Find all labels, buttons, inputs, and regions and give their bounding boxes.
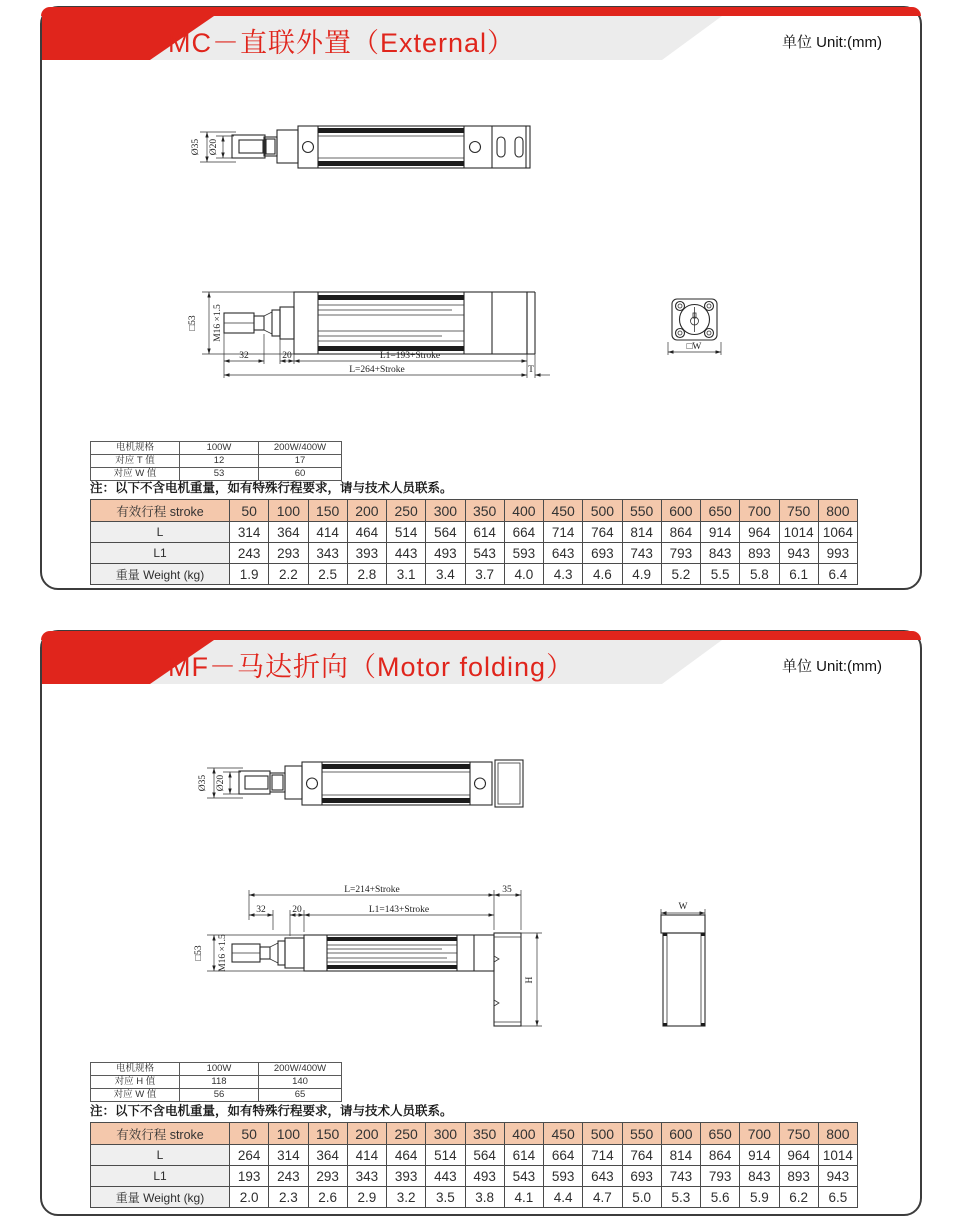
value-cell: 4.1: [504, 1187, 543, 1208]
value-cell: 893: [779, 1166, 818, 1187]
value-cell: 864: [661, 522, 700, 543]
value-cell: 5.3: [661, 1187, 700, 1208]
value-cell: 943: [818, 1166, 857, 1187]
value-cell: 514: [387, 522, 426, 543]
value-cell: 3.2: [387, 1187, 426, 1208]
mf-dia35-label: Ø35: [198, 774, 208, 792]
value-cell: 100W: [180, 1063, 259, 1076]
value-cell: 743: [622, 543, 661, 564]
mc-side-body: [294, 292, 535, 354]
mf-motor-spec-table: [90, 1062, 342, 1102]
row-label-cell: 对应 T 值: [91, 455, 180, 468]
value-cell: 2.2: [269, 564, 308, 585]
mf-header-band: [42, 640, 920, 684]
value-cell: 493: [465, 1166, 504, 1187]
header-cell: 350: [465, 500, 504, 522]
value-cell: 493: [426, 543, 465, 564]
header-cell: 50: [230, 1123, 269, 1145]
mc-thread-label: M16 ×1.5: [213, 304, 223, 342]
value-cell: 3.1: [387, 564, 426, 585]
value-cell: 2.9: [347, 1187, 386, 1208]
value-cell: 200W/400W: [259, 1063, 342, 1076]
value-cell: 864: [701, 1145, 740, 1166]
value-cell: 3.4: [426, 564, 465, 585]
mc-section-card: [40, 6, 922, 590]
header-cell: 150: [308, 1123, 347, 1145]
mf-section-card: [40, 630, 922, 1216]
mf-dim20-label: 20: [292, 905, 302, 915]
value-cell: 264: [230, 1145, 269, 1166]
value-cell: 5.0: [622, 1187, 661, 1208]
header-cell: 600: [661, 500, 700, 522]
header-row: [91, 1123, 858, 1145]
header-cell: 150: [308, 500, 347, 522]
mc-note: 注：以下不含电机重量，如有特殊行程要求，请与技术人员联系。: [90, 481, 453, 495]
header-cell: 200: [347, 500, 386, 522]
row-label-cell: L: [91, 522, 230, 543]
value-cell: 693: [583, 543, 622, 564]
value-cell: 6.4: [818, 564, 857, 585]
value-cell: 664: [544, 1145, 583, 1166]
value-cell: 914: [701, 522, 740, 543]
value-cell: 243: [230, 543, 269, 564]
header-cell: 550: [622, 500, 661, 522]
mc-stroke-table: [90, 499, 858, 585]
value-cell: 964: [740, 522, 779, 543]
header-cell: 350: [465, 1123, 504, 1145]
table-row: [91, 442, 342, 455]
mf-h-label: H: [525, 976, 535, 984]
row-label-cell: 有效行程 stroke: [91, 500, 230, 522]
row-label-cell: 重量 Weight (kg): [91, 564, 230, 585]
value-cell: 993: [818, 543, 857, 564]
mc-dim32-label: 32: [239, 351, 249, 361]
value-cell: 414: [347, 1145, 386, 1166]
mc-dia35-label: Ø35: [191, 138, 201, 156]
row-label-cell: 有效行程 stroke: [91, 1123, 230, 1145]
value-cell: 614: [504, 1145, 543, 1166]
mf-dim32-label: 32: [256, 905, 266, 915]
value-cell: 4.7: [583, 1187, 622, 1208]
value-cell: 2.8: [347, 564, 386, 585]
value-cell: 414: [308, 522, 347, 543]
value-cell: 614: [465, 522, 504, 543]
row-label-cell: L: [91, 1145, 230, 1166]
value-cell: 5.9: [740, 1187, 779, 1208]
table-row: [91, 455, 342, 468]
red-accent-bar: [41, 631, 921, 640]
header-cell: 650: [701, 1123, 740, 1145]
value-cell: 314: [230, 522, 269, 543]
value-cell: 464: [347, 522, 386, 543]
mf-end-body: [661, 915, 705, 1026]
header-cell: 400: [504, 1123, 543, 1145]
mf-dia20-label: Ø20: [216, 774, 226, 792]
row-label-cell: 对应 W 值: [91, 468, 180, 481]
value-cell: 514: [426, 1145, 465, 1166]
value-cell: 814: [622, 522, 661, 543]
header-cell: 450: [544, 500, 583, 522]
value-cell: 1014: [779, 522, 818, 543]
header-cell: 50: [230, 500, 269, 522]
value-cell: 764: [583, 522, 622, 543]
header-row: [91, 500, 858, 522]
mc-sqw-label: □W: [686, 342, 702, 352]
table-row: [91, 1166, 858, 1187]
value-cell: 5.5: [701, 564, 740, 585]
value-cell: 2.6: [308, 1187, 347, 1208]
mf-stroke-table: [90, 1122, 858, 1208]
mf-note: 注：以下不含电机重量，如有特殊行程要求，请与技术人员联系。: [90, 1104, 453, 1118]
value-cell: 6.5: [818, 1187, 857, 1208]
value-cell: 593: [544, 1166, 583, 1187]
value-cell: 314: [269, 1145, 308, 1166]
value-cell: 714: [544, 522, 583, 543]
value-cell: 364: [308, 1145, 347, 1166]
value-cell: 814: [661, 1145, 700, 1166]
value-cell: 293: [269, 543, 308, 564]
value-cell: 343: [308, 543, 347, 564]
mc-dim20-label: 20: [282, 351, 292, 361]
header-cell: 250: [387, 1123, 426, 1145]
mf-thread-label: M16 ×1.5: [218, 934, 228, 972]
mc-header-band: [42, 16, 920, 60]
header-cell: 800: [818, 500, 857, 522]
value-cell: 343: [347, 1166, 386, 1187]
value-cell: 100W: [180, 442, 259, 455]
row-label-cell: L1: [91, 1166, 230, 1187]
mf-section-title: MF－马达折向（Motor folding）: [168, 652, 575, 682]
mf-w-label: W: [678, 902, 688, 912]
value-cell: 764: [622, 1145, 661, 1166]
mc-top-body: [232, 126, 530, 168]
row-label-cell: 电机规格: [91, 442, 180, 455]
value-cell: 1064: [818, 522, 857, 543]
value-cell: 964: [779, 1145, 818, 1166]
value-cell: 643: [544, 543, 583, 564]
mc-motor-spec-table: [90, 441, 342, 481]
value-cell: 1014: [818, 1145, 857, 1166]
value-cell: 3.7: [465, 564, 504, 585]
value-cell: 65: [259, 1089, 342, 1102]
header-cell: 100: [269, 1123, 308, 1145]
mf-l-label: L=214+Stroke: [344, 885, 400, 895]
header-cell: 700: [740, 1123, 779, 1145]
header-cell: 500: [583, 1123, 622, 1145]
header-cell: 700: [740, 500, 779, 522]
mc-flange: [672, 299, 717, 340]
row-label-cell: 对应 W 值: [91, 1089, 180, 1102]
value-cell: 2.5: [308, 564, 347, 585]
value-cell: 743: [661, 1166, 700, 1187]
value-cell: 893: [740, 543, 779, 564]
table-row: [91, 1063, 342, 1076]
table-row: [91, 564, 858, 585]
value-cell: 364: [269, 522, 308, 543]
mc-dia20-label: Ø20: [209, 138, 219, 156]
value-cell: 714: [583, 1145, 622, 1166]
value-cell: 5.6: [701, 1187, 740, 1208]
header-cell: 650: [701, 500, 740, 522]
mf-top-view-drawing: [182, 750, 572, 842]
value-cell: 564: [426, 522, 465, 543]
value-cell: 664: [504, 522, 543, 543]
mf-end-view-drawing: [647, 895, 767, 1040]
value-cell: 243: [269, 1166, 308, 1187]
value-cell: 443: [426, 1166, 465, 1187]
table-row: [91, 1076, 342, 1089]
header-cell: 300: [426, 1123, 465, 1145]
value-cell: 200W/400W: [259, 442, 342, 455]
value-cell: 914: [740, 1145, 779, 1166]
red-accent-bar: [41, 7, 921, 16]
value-cell: 1.9: [230, 564, 269, 585]
value-cell: 4.3: [544, 564, 583, 585]
mc-section-title: MC－直联外置（External）: [168, 28, 516, 58]
table-row: [91, 522, 858, 543]
value-cell: 4.9: [622, 564, 661, 585]
table-row: [91, 1187, 858, 1208]
mf-side-view-drawing: [192, 882, 612, 1042]
header-cell: 550: [622, 1123, 661, 1145]
value-cell: 293: [308, 1166, 347, 1187]
value-cell: 943: [779, 543, 818, 564]
value-cell: 393: [347, 543, 386, 564]
row-label-cell: 重量 Weight (kg): [91, 1187, 230, 1208]
value-cell: 564: [465, 1145, 504, 1166]
value-cell: 17: [259, 455, 342, 468]
value-cell: 53: [180, 468, 259, 481]
value-cell: 543: [504, 1166, 543, 1187]
value-cell: 6.2: [779, 1187, 818, 1208]
value-cell: 12: [180, 455, 259, 468]
header-cell: 200: [347, 1123, 386, 1145]
value-cell: 443: [387, 543, 426, 564]
value-cell: 464: [387, 1145, 426, 1166]
value-cell: 843: [740, 1166, 779, 1187]
mf-motor-housing: [494, 933, 521, 1026]
mc-side-view-drawing: [182, 282, 582, 394]
header-cell: 300: [426, 500, 465, 522]
header-cell: 100: [269, 500, 308, 522]
value-cell: 593: [504, 543, 543, 564]
mc-top-view-drawing: [182, 100, 572, 200]
row-label-cell: 对应 H 值: [91, 1076, 180, 1089]
mc-l1-label: L1=193+Stroke: [379, 351, 441, 361]
value-cell: 2.3: [269, 1187, 308, 1208]
value-cell: 843: [701, 543, 740, 564]
mc-unit-label: 单位 Unit:(mm): [782, 34, 882, 51]
value-cell: 4.6: [583, 564, 622, 585]
value-cell: 4.0: [504, 564, 543, 585]
header-cell: 600: [661, 1123, 700, 1145]
mc-end-view-drawing: [650, 285, 765, 380]
mc-l-label: L=264+Stroke: [349, 365, 405, 375]
value-cell: 140: [259, 1076, 342, 1089]
mc-t-label: T: [528, 365, 534, 375]
header-cell: 750: [779, 500, 818, 522]
mf-unit-label: 单位 Unit:(mm): [782, 658, 882, 675]
row-label-cell: L1: [91, 543, 230, 564]
mf-side-rod: [232, 938, 304, 968]
value-cell: 793: [701, 1166, 740, 1187]
mf-dim35-label: 35: [502, 885, 512, 895]
value-cell: 118: [180, 1076, 259, 1089]
table-row: [91, 543, 858, 564]
value-cell: 5.2: [661, 564, 700, 585]
header-cell: 500: [583, 500, 622, 522]
header-cell: 750: [779, 1123, 818, 1145]
mf-sq53-label: □53: [194, 945, 204, 961]
header-cell: 400: [504, 500, 543, 522]
header-cell: 800: [818, 1123, 857, 1145]
value-cell: 2.0: [230, 1187, 269, 1208]
mf-side-body: [304, 935, 494, 971]
header-cell: 250: [387, 500, 426, 522]
value-cell: 193: [230, 1166, 269, 1187]
mf-top-body: [239, 760, 523, 807]
mc-sq53-label: □53: [188, 315, 198, 331]
table-row: [91, 1145, 858, 1166]
table-row: [91, 1089, 342, 1102]
mf-l1-label: L1=143+Stroke: [368, 905, 430, 915]
value-cell: 56: [180, 1089, 259, 1102]
value-cell: 393: [387, 1166, 426, 1187]
value-cell: 543: [465, 543, 504, 564]
value-cell: 5.8: [740, 564, 779, 585]
value-cell: 693: [622, 1166, 661, 1187]
value-cell: 6.1: [779, 564, 818, 585]
row-label-cell: 电机规格: [91, 1063, 180, 1076]
value-cell: 3.8: [465, 1187, 504, 1208]
value-cell: 3.5: [426, 1187, 465, 1208]
header-cell: 450: [544, 1123, 583, 1145]
mc-side-rod: [224, 307, 294, 339]
value-cell: 4.4: [544, 1187, 583, 1208]
value-cell: 60: [259, 468, 342, 481]
value-cell: 643: [583, 1166, 622, 1187]
value-cell: 793: [661, 543, 700, 564]
